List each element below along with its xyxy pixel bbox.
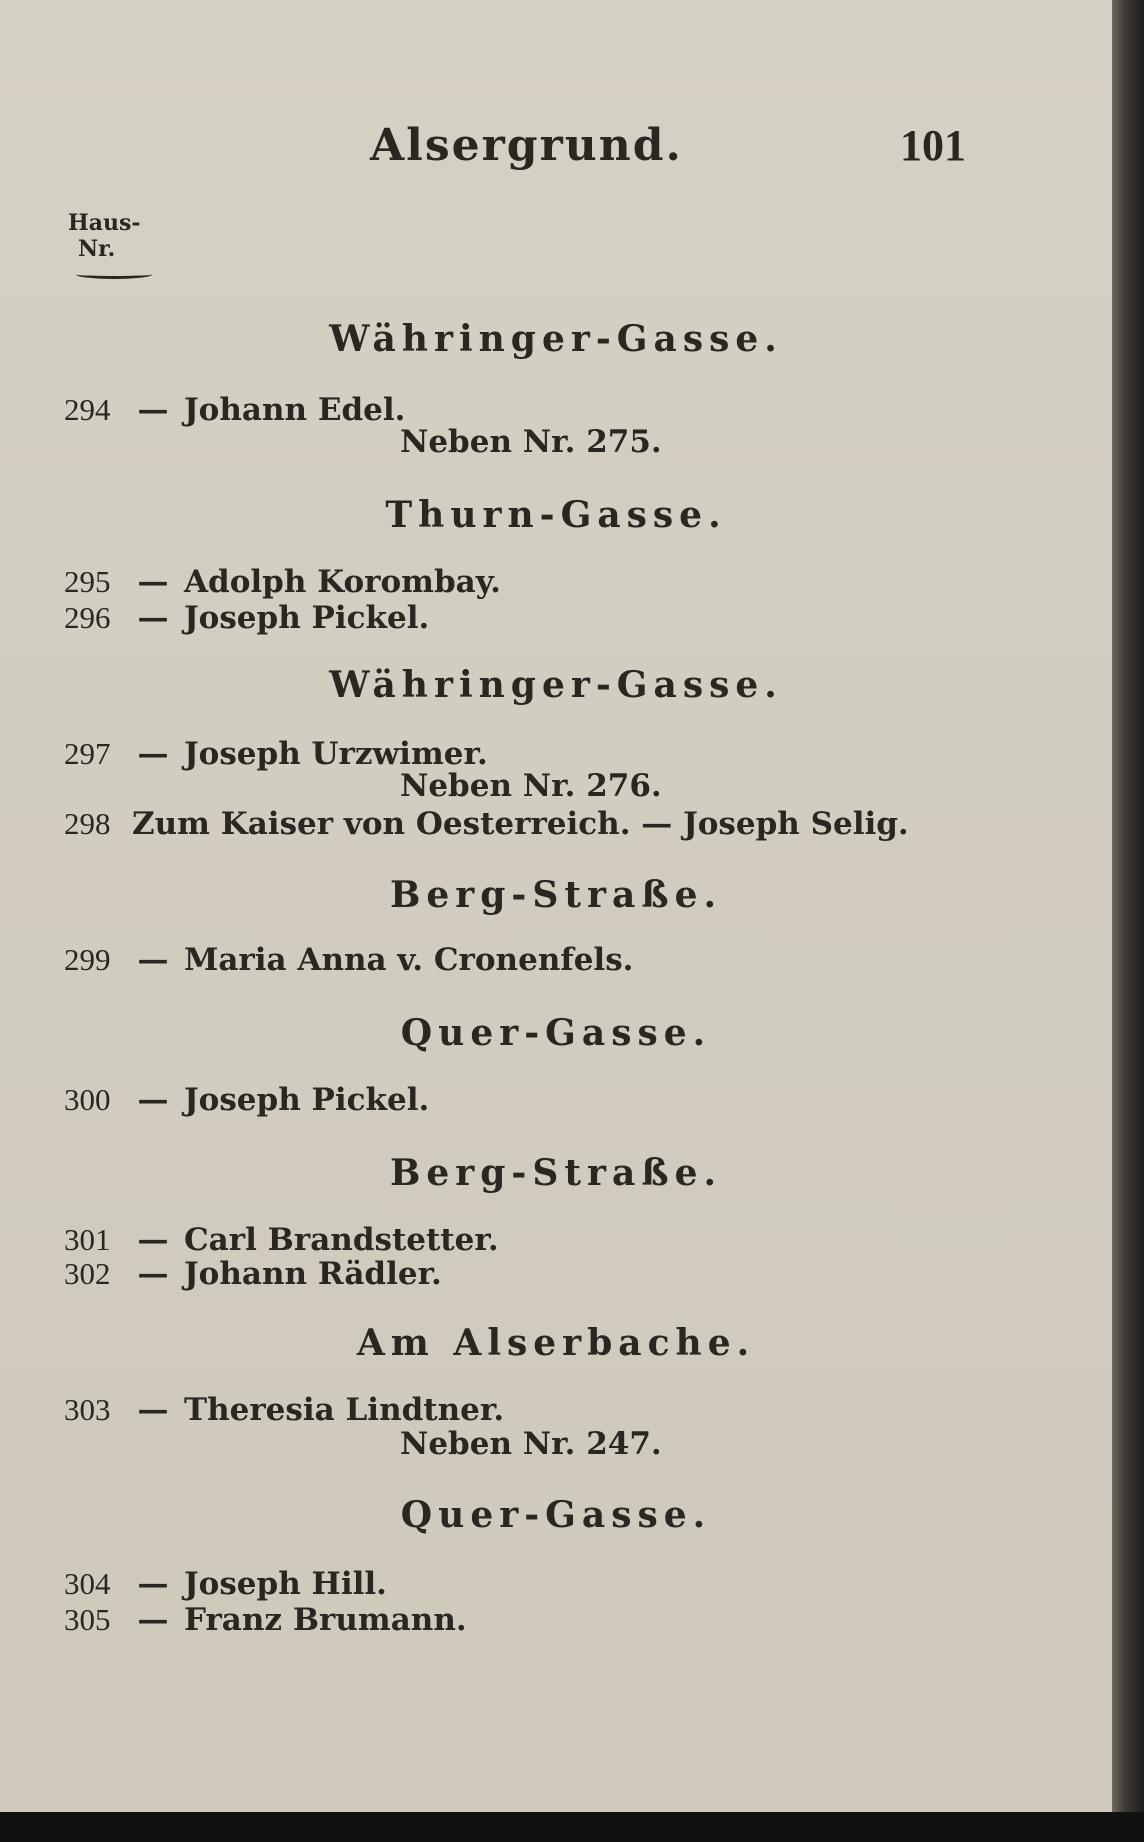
running-head: Alsergrund. [370,120,683,171]
entry-dash: — [137,564,169,600]
resident-name: Joseph Urzwimer. [184,736,488,772]
house-number: 294 [64,392,111,427]
street-heading: Berg-Straße. [389,874,723,916]
entry-dash: — [137,942,169,978]
list-item [64,1256,442,1292]
column-label-line1: Haus- [68,210,141,236]
street-heading: Quer-Gasse. [400,1012,712,1054]
street-heading: Thurn-Gasse. [385,494,727,536]
column-label-line2: Nr. [78,236,116,262]
list-item [64,1566,387,1602]
house-number: 300 [64,1082,111,1117]
street-heading: Währinger-Gasse. [329,318,783,360]
list-item [64,1602,467,1638]
cross-reference-note: Neben Nr. 276. [400,768,662,804]
entry-dash: — [137,392,169,428]
list-item [64,564,501,600]
house-number: 304 [64,1566,111,1601]
street-heading: Am Alserbache. [356,1322,756,1364]
resident-name: Theresia Lindtner. [184,1392,505,1428]
cross-reference-note: Neben Nr. 247. [400,1426,662,1462]
resident-name: Johann Rädler. [184,1256,442,1292]
entry-dash: — [137,1256,169,1292]
resident-name: Joseph Hill. [184,1566,387,1602]
resident-name: Maria Anna v. Cronenfels. [184,942,634,978]
resident-name: Joseph Pickel. [184,1082,430,1118]
house-number: 295 [64,564,111,599]
house-number: 297 [64,736,111,771]
street-heading: Währinger-Gasse. [329,664,783,706]
house-number: 299 [64,942,111,977]
resident-name: Carl Brandstetter. [184,1222,499,1258]
entry-dash: — [137,1566,169,1602]
street-heading: Quer-Gasse. [400,1494,712,1536]
list-item [64,600,429,636]
list-item [64,1392,504,1428]
house-number: 298 [64,806,111,841]
house-number: 301 [64,1222,111,1257]
cross-reference-note: Neben Nr. 275. [400,424,662,460]
resident-name: Adolph Korombay. [184,564,501,600]
list-item [64,392,405,428]
street-heading: Berg-Straße. [389,1152,723,1194]
entry-dash: — [137,1602,169,1638]
entry-dash: — [137,1082,169,1118]
scan-border [0,1812,1144,1842]
entry-dash: — [137,736,169,772]
house-number: 302 [64,1256,111,1291]
house-number: 296 [64,600,111,635]
entry-dash: — [137,1222,169,1258]
list-item [64,1222,499,1258]
entry-dash: — [137,1392,169,1428]
column-label [68,210,141,262]
page-number: 101 [900,121,966,170]
list-item [64,806,909,842]
entry-dash: — [137,600,169,636]
page-edge [1112,0,1144,1812]
column-label-flourish [76,270,152,279]
list-item [64,942,633,978]
resident-name: Franz Brumann. [184,1602,467,1638]
resident-name: Johann Edel. [184,392,406,428]
resident-name: Zum Kaiser von Oesterreich. — Joseph Selig. [132,806,909,842]
house-number: 305 [64,1602,111,1637]
list-item [64,1082,429,1118]
resident-name: Joseph Pickel. [184,600,430,636]
house-number: 303 [64,1392,111,1427]
list-item [64,736,488,772]
